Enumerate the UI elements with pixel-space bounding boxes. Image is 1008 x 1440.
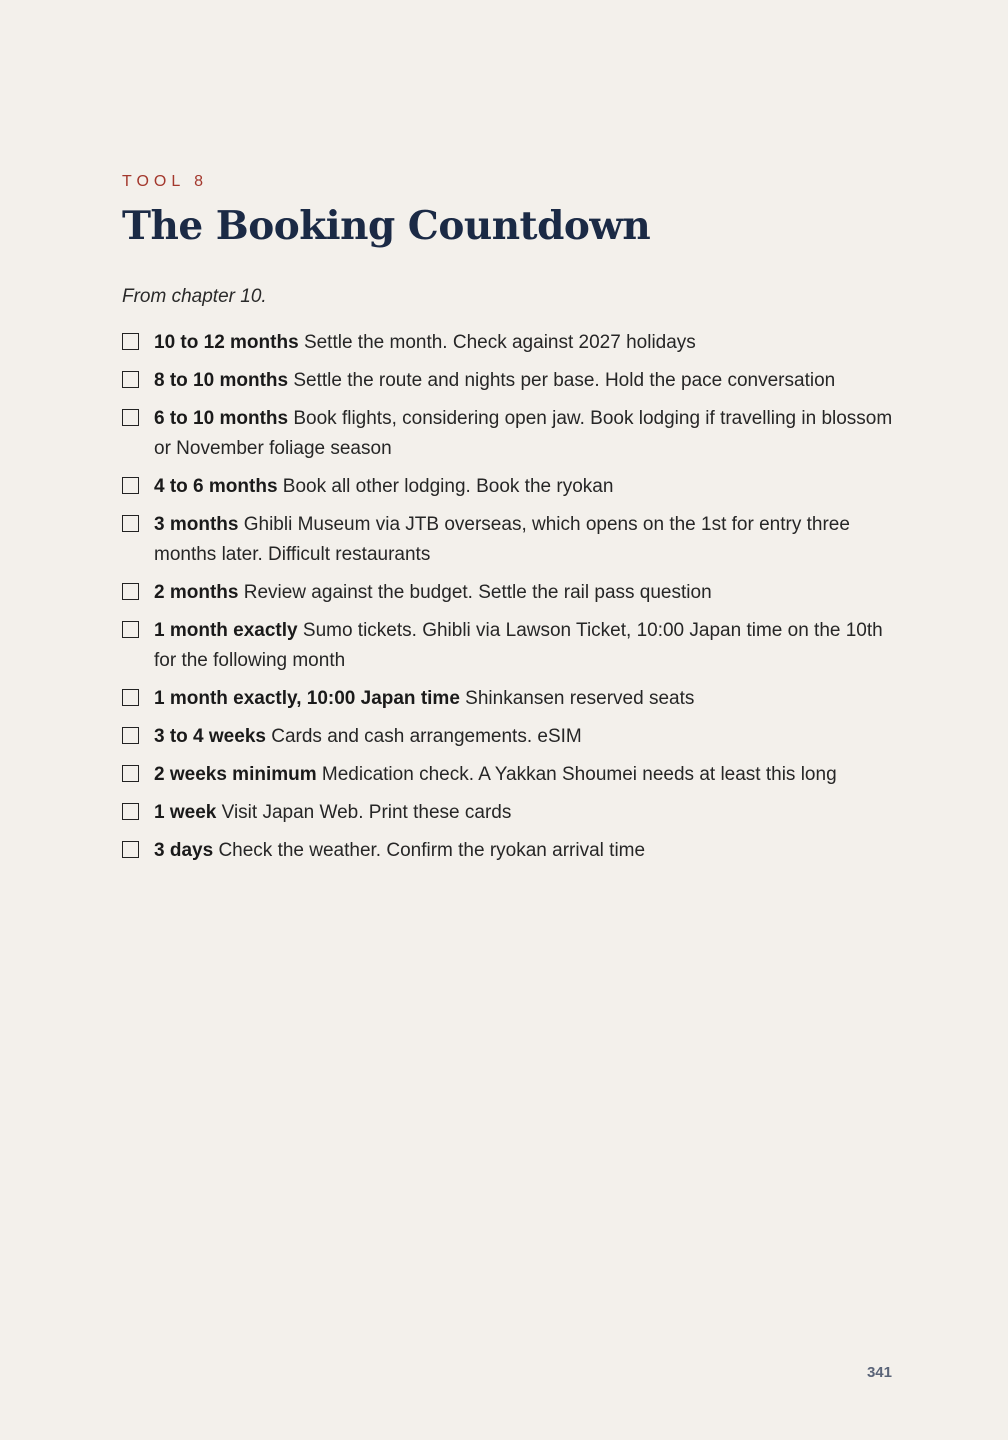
- checkbox[interactable]: [122, 477, 139, 494]
- checklist-item-text: [154, 722, 899, 752]
- checklist-item-text: [154, 404, 899, 464]
- tool-eyebrow: TOOL 8: [122, 173, 209, 190]
- checklist-item: [122, 760, 902, 790]
- checklist-item-label: 10 to 12 months: [154, 332, 299, 353]
- checklist-item-label: 2 months: [154, 582, 239, 603]
- checklist-item-description: Shinkansen reserved seats: [465, 688, 695, 709]
- checkbox[interactable]: [122, 727, 139, 744]
- checkbox[interactable]: [122, 765, 139, 782]
- checklist-item-label: 1 week: [154, 802, 217, 823]
- booking-checklist: [122, 328, 902, 866]
- page-content: [122, 170, 902, 874]
- checklist-item-label: 2 weeks minimum: [154, 764, 317, 785]
- page-title: The Booking Countdown: [122, 203, 651, 249]
- checklist-item-description: Ghibli Museum via JTB overseas, which opens on the 1st for entry three months later. Difficult restaurants: [154, 514, 850, 565]
- checklist-item: [122, 616, 902, 676]
- checklist-item-description: Book flights, considering open jaw. Book lodging if travelling in blossom or November foliage season: [154, 408, 893, 459]
- checklist-item-description: Cards and cash arrangements. eSIM: [271, 726, 582, 747]
- checklist-item-text: [154, 760, 899, 790]
- page-number: 341: [866, 1364, 892, 1381]
- checklist-item-label: 3 days: [154, 840, 214, 861]
- checklist-item-text: [154, 798, 899, 828]
- checkbox[interactable]: [122, 841, 139, 858]
- checklist-item-description: Visit Japan Web. Print these cards: [221, 802, 512, 823]
- checklist-item-text: [154, 836, 899, 866]
- checklist-item: [122, 366, 902, 396]
- checklist-item-text: [154, 578, 899, 608]
- checklist-item-description: Sumo tickets. Ghibli via Lawson Ticket, 10:00 Japan time on the 10th for the following month: [154, 620, 883, 671]
- checklist-item-text: [154, 510, 899, 570]
- checklist-item-text: [154, 684, 899, 714]
- checklist-item-label: 4 to 6 months: [154, 476, 278, 497]
- checkbox[interactable]: [122, 333, 139, 350]
- checklist-item: [122, 472, 902, 502]
- checklist-item-description: Medication check. A Yakkan Shoumei needs at least this long: [321, 764, 837, 785]
- checklist-item: [122, 722, 902, 752]
- checkbox[interactable]: [122, 621, 139, 638]
- checklist-item-label: 1 month exactly, 10:00 Japan time: [154, 688, 460, 709]
- chapter-reference: From chapter 10.: [122, 286, 267, 307]
- checklist-item: [122, 510, 902, 570]
- checklist-item: [122, 578, 902, 608]
- checklist-item-label: 6 to 10 months: [154, 408, 289, 429]
- checklist-item-text: [154, 366, 899, 396]
- checklist-item-text: [154, 616, 899, 676]
- checklist-item-label: 1 month exactly: [154, 620, 298, 641]
- checklist-item-text: [154, 472, 899, 502]
- checklist-item-description: Settle the route and nights per base. Hold the pace conversation: [293, 370, 836, 391]
- checklist-item-label: 3 months: [154, 514, 239, 535]
- checkbox[interactable]: [122, 803, 139, 820]
- checklist-item: [122, 404, 902, 464]
- checklist-item-description: Settle the month. Check against 2027 holidays: [303, 332, 696, 353]
- checklist-item-description: Review against the budget. Settle the rail pass question: [243, 582, 712, 603]
- checklist-item: [122, 836, 902, 866]
- checklist-item-description: Check the weather. Confirm the ryokan arrival time: [218, 840, 646, 861]
- checklist-item: [122, 684, 902, 714]
- checkbox[interactable]: [122, 515, 139, 532]
- checklist-item-label: 3 to 4 weeks: [154, 726, 266, 747]
- checklist-item: [122, 328, 902, 358]
- checkbox[interactable]: [122, 371, 139, 388]
- checklist-item: [122, 798, 902, 828]
- checklist-item-description: Book all other lodging. Book the ryokan: [282, 476, 614, 497]
- checkbox[interactable]: [122, 689, 139, 706]
- checkbox[interactable]: [122, 409, 139, 426]
- checklist-item-label: 8 to 10 months: [154, 370, 289, 391]
- checklist-item-text: [154, 328, 899, 358]
- checkbox[interactable]: [122, 583, 139, 600]
